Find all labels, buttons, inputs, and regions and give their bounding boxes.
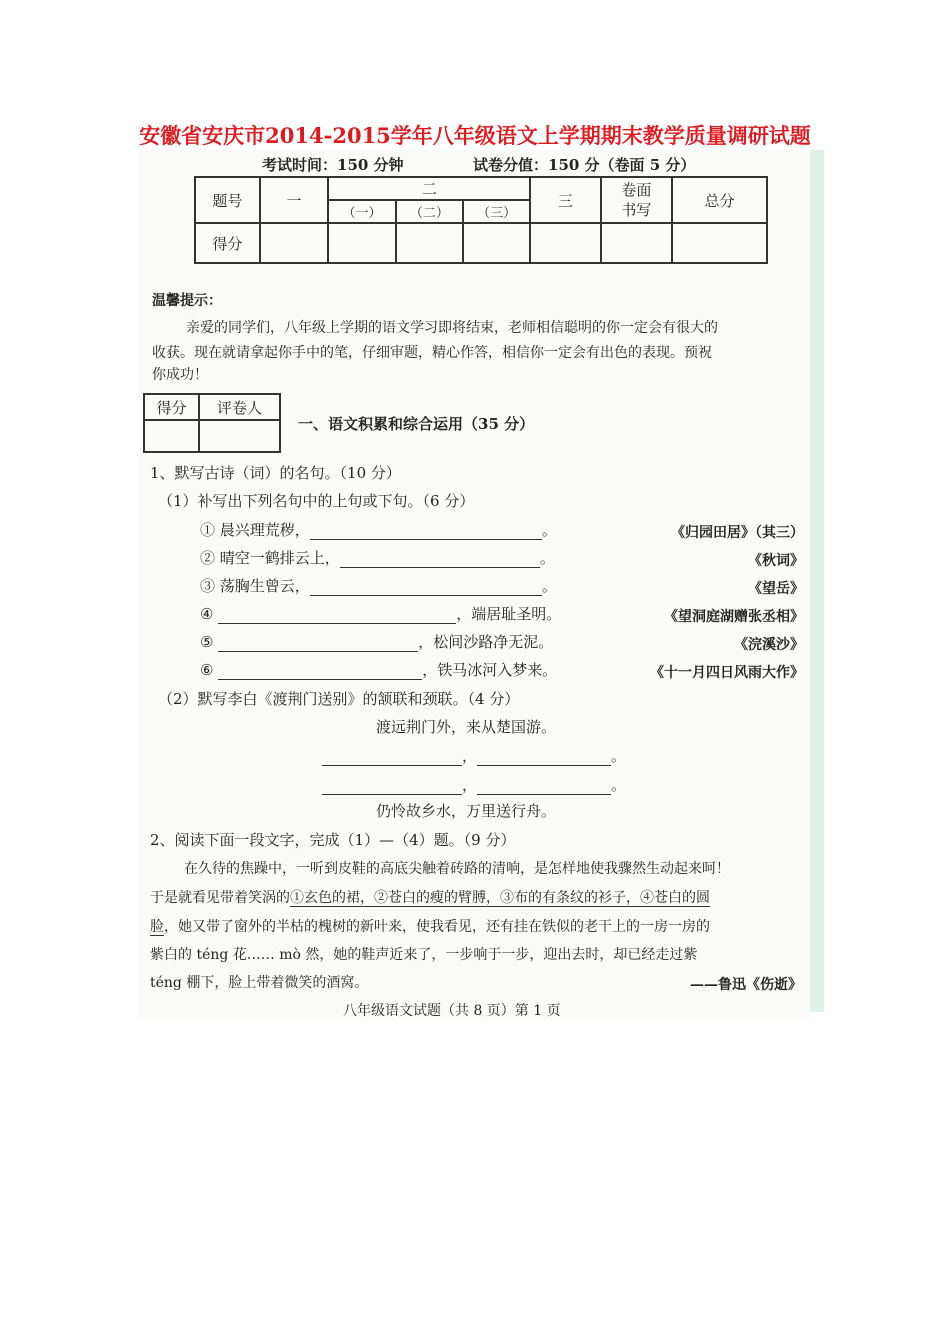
question-1-title: 1、默写古诗（词）的名句。（10 分）: [150, 464, 401, 482]
item-source: 《望洞庭湖赠张丞相》: [664, 609, 804, 625]
answer-blank[interactable]: [218, 635, 418, 652]
poem-item: [200, 659, 557, 680]
grader-box: [143, 393, 281, 453]
item-number: ④: [200, 605, 214, 623]
poem-item: [200, 575, 557, 596]
question-2-title: 2、阅读下面一段文字，完成（1）—（4）题。（9 分）: [150, 831, 516, 849]
score-cell: [328, 223, 395, 263]
item-number: ②: [200, 549, 216, 567]
item-source: 《归园田居》（其三）: [671, 525, 804, 541]
score-cell: [260, 223, 329, 263]
poem-item: [200, 519, 557, 540]
tip-heading: 温馨提示：: [152, 293, 222, 309]
score-cell: [530, 223, 601, 263]
poem-line: 渡远荆门外，来从楚国游。: [376, 718, 557, 736]
passage-text: ，她又带了窗外的半枯的槐树的新叶来，使我看见，还有挂在铁似的老干上的一房一房的: [164, 919, 710, 935]
item-source: 《十一月四日风雨大作》: [650, 665, 804, 681]
tip-line: 你成功！: [152, 367, 208, 383]
passage-attribution: ——鲁迅《伤逝》: [690, 977, 802, 993]
tip-line: 亲爱的同学们，八年级上学期的语文学习即将结束，老师相信聪明的你一定会有很大的: [186, 320, 718, 336]
item-text: 。: [541, 577, 557, 595]
item-text: 荡胸生曾云，: [219, 577, 310, 595]
answer-blank[interactable]: [477, 778, 611, 795]
cell-sub: （二）: [396, 200, 463, 223]
punctuation: 。: [611, 776, 627, 794]
poem-item: [200, 631, 553, 652]
item-text: 。: [539, 549, 555, 567]
item-source: 《浣溪沙》: [734, 637, 804, 653]
cell-header: 一: [260, 177, 329, 223]
poem-item: [200, 603, 561, 624]
item-text: 。: [541, 521, 557, 539]
grader-name-label: 评卷人: [199, 394, 280, 420]
cell-header: 三: [530, 177, 601, 223]
score-cell: [601, 223, 672, 263]
item-source: 《秋词》: [748, 553, 804, 569]
punctuation: ，: [462, 776, 478, 794]
item-number: ⑥: [200, 661, 214, 679]
cell-header-text: 卷面书写: [621, 181, 652, 219]
cell-score-label: 得分: [195, 223, 260, 263]
cell-sub: （一）: [328, 200, 395, 223]
cell-sub: （三）: [463, 200, 530, 223]
answer-blank[interactable]: [477, 749, 611, 766]
punctuation: 。: [611, 747, 627, 765]
scan-edge: [810, 150, 824, 1012]
item-text: ，端居耻圣明。: [456, 605, 562, 623]
passage-underlined: ①玄色的裙，②苍白的瘦的臂膊，③布的有条纹的衫子，④苍白的圆: [290, 890, 710, 906]
exam-time: 考试时间：150 分钟: [262, 156, 404, 174]
score-cell: [463, 223, 530, 263]
score-table: [194, 176, 768, 264]
item-text: ，松间沙路净无泥。: [418, 633, 554, 651]
poem-blank-line: [322, 774, 626, 795]
answer-blank[interactable]: [322, 778, 462, 795]
passage-line: 紫白的 téng 花…… mò 然，她的鞋声近来了，一步响于一步，迎出去时，却已经走过紫: [150, 947, 698, 963]
poem-item: [200, 547, 555, 568]
answer-blank[interactable]: [322, 749, 462, 766]
tip-line: 收获。现在就请拿起你手中的笔，仔细审题，精心作答，相信你一定会有出色的表现。预祝: [152, 345, 712, 361]
section-heading: 一、语文积累和综合运用（35 分）: [298, 415, 535, 433]
passage-text: 于是就看见带着笑涡的: [150, 890, 290, 906]
poem-line: 仍怜故乡水，万里送行舟。: [376, 802, 557, 820]
passage-line: [150, 916, 710, 936]
item-text: ，铁马冰河入梦来。: [422, 661, 558, 679]
exam-score: 试卷分值：150 分（卷面 5 分）: [473, 156, 696, 174]
item-number: ⑤: [200, 633, 214, 651]
passage-line: [150, 887, 710, 907]
answer-blank[interactable]: [218, 663, 422, 680]
score-cell: [672, 223, 767, 263]
answer-blank[interactable]: [310, 579, 542, 596]
score-cell: [396, 223, 463, 263]
answer-blank[interactable]: [310, 523, 542, 540]
passage-line: 在久待的焦躁中，一听到皮鞋的高底尖触着砖路的清响，是怎样地使我骤然生动起来呵！: [184, 861, 730, 877]
score-cell: [199, 420, 280, 452]
punctuation: ，: [462, 747, 478, 765]
item-text: 晴空一鹤排云上，: [219, 549, 340, 567]
passage-line: téng 棚下，脸上带着微笑的酒窝。: [150, 975, 369, 991]
cell-header: 总分: [672, 177, 767, 223]
answer-blank[interactable]: [218, 607, 456, 624]
cell-header: 题号: [195, 177, 260, 223]
item-number: ③: [200, 577, 216, 595]
passage-underlined: 脸: [150, 919, 164, 935]
cell-header: 二: [328, 177, 530, 200]
score-cell: [144, 420, 199, 452]
item-text: 晨兴理荒秽，: [219, 521, 310, 539]
item-source: 《望岳》: [748, 581, 804, 597]
question-1-part-2: （2）默写李白《渡荆门送别》的颔联和颈联。（4 分）: [158, 690, 520, 708]
grader-score-label: 得分: [144, 394, 199, 420]
item-number: ①: [200, 521, 216, 539]
question-1-part-1: （1）补写出下列名句中的上句或下句。（6 分）: [158, 492, 475, 510]
answer-blank[interactable]: [340, 551, 540, 568]
document-title: 安徽省安庆市2014-2015学年八年级语文上学期期末教学质量调研试题: [139, 123, 811, 148]
page-footer: 八年级语文试题（共 8 页）第 1 页: [343, 1003, 561, 1019]
cell-header: [601, 177, 672, 223]
poem-blank-line: [322, 745, 626, 766]
